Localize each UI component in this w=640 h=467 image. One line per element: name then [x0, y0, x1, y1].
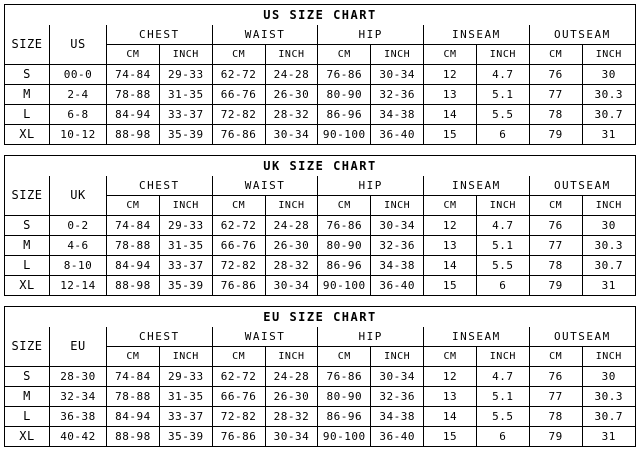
cell-chest-cm: 78-88: [107, 236, 160, 256]
cell-waist-inch: 28-32: [265, 407, 318, 427]
cell-chest-inch: 33-37: [159, 105, 212, 125]
cell-inseam-inch: 5.5: [476, 105, 529, 125]
cell-chest-inch: 35-39: [159, 276, 212, 296]
cell-inseam-inch: 6: [476, 125, 529, 145]
cell-waist-inch: 26-30: [265, 236, 318, 256]
cell-inseam-cm: 13: [424, 387, 477, 407]
cell-waist-cm: 72-82: [212, 105, 265, 125]
header-unit-waist-cm: CM: [212, 196, 265, 216]
cell-chest-cm: 74-84: [107, 216, 160, 236]
table-row: [5, 407, 635, 427]
cell-chest-cm: 84-94: [107, 105, 160, 125]
header-unit-inseam-cm: CM: [424, 45, 477, 65]
cell-size: L: [5, 105, 50, 125]
cell-outseam-cm: 79: [529, 427, 582, 447]
cell-chest-cm: 88-98: [107, 276, 160, 296]
cell-hip-cm: 76-86: [318, 367, 371, 387]
cell-waist-inch: 24-28: [265, 367, 318, 387]
cell-outseam-inch: 30.7: [582, 256, 635, 276]
cell-waist-inch: 24-28: [265, 216, 318, 236]
table-row: [5, 236, 635, 256]
cell-outseam-cm: 76: [529, 216, 582, 236]
cell-chest-cm: 78-88: [107, 387, 160, 407]
header-size: SIZE: [5, 25, 50, 65]
cell-inseam-inch: 4.7: [476, 65, 529, 85]
cell-hip-inch: 36-40: [371, 276, 424, 296]
cell-chest-inch: 29-33: [159, 65, 212, 85]
table-row: [5, 85, 635, 105]
header-unit-chest-cm: CM: [107, 347, 160, 367]
header-group-outseam: OUTSEAM: [529, 176, 635, 196]
cell-hip-cm: 76-86: [318, 65, 371, 85]
cell-size: S: [5, 65, 50, 85]
cell-inseam-inch: 4.7: [476, 367, 529, 387]
header-unit-chest-inch: INCH: [159, 347, 212, 367]
cell-size: XL: [5, 427, 50, 447]
cell-outseam-cm: 77: [529, 236, 582, 256]
cell-hip-inch: 32-36: [371, 387, 424, 407]
cell-waist-cm: 72-82: [212, 407, 265, 427]
cell-inseam-inch: 6: [476, 427, 529, 447]
header-system: EU: [50, 327, 107, 367]
size-chart-eu: [4, 306, 636, 447]
header-unit-inseam-inch: INCH: [476, 196, 529, 216]
cell-outseam-inch: 30.3: [582, 387, 635, 407]
cell-inseam-cm: 14: [424, 407, 477, 427]
header-unit-chest-cm: CM: [107, 45, 160, 65]
cell-outseam-inch: 30.7: [582, 105, 635, 125]
cell-chest-inch: 29-33: [159, 367, 212, 387]
cell-outseam-cm: 78: [529, 256, 582, 276]
cell-waist-cm: 62-72: [212, 367, 265, 387]
cell-hip-inch: 30-34: [371, 216, 424, 236]
cell-system: 10-12: [50, 125, 107, 145]
header-group-waist: WAIST: [212, 327, 318, 347]
cell-chest-cm: 84-94: [107, 407, 160, 427]
header-unit-hip-cm: CM: [318, 347, 371, 367]
table-row: [5, 427, 635, 447]
cell-hip-inch: 34-38: [371, 407, 424, 427]
cell-inseam-cm: 15: [424, 427, 477, 447]
cell-system: 28-30: [50, 367, 107, 387]
cell-inseam-cm: 13: [424, 85, 477, 105]
cell-outseam-inch: 30: [582, 65, 635, 85]
size-chart-uk: [4, 155, 636, 296]
cell-hip-inch: 34-38: [371, 256, 424, 276]
cell-waist-inch: 28-32: [265, 105, 318, 125]
header-group-chest: CHEST: [107, 176, 213, 196]
cell-outseam-cm: 77: [529, 387, 582, 407]
cell-hip-cm: 90-100: [318, 125, 371, 145]
cell-chest-inch: 31-35: [159, 85, 212, 105]
table-row: [5, 65, 635, 85]
cell-outseam-inch: 30.3: [582, 236, 635, 256]
header-unit-chest-inch: INCH: [159, 45, 212, 65]
cell-waist-cm: 62-72: [212, 65, 265, 85]
cell-outseam-cm: 77: [529, 85, 582, 105]
cell-chest-cm: 78-88: [107, 85, 160, 105]
cell-hip-cm: 86-96: [318, 256, 371, 276]
cell-chest-inch: 29-33: [159, 216, 212, 236]
cell-hip-cm: 86-96: [318, 407, 371, 427]
cell-outseam-cm: 79: [529, 125, 582, 145]
cell-hip-inch: 32-36: [371, 85, 424, 105]
cell-size: M: [5, 85, 50, 105]
cell-inseam-inch: 5.1: [476, 387, 529, 407]
header-unit-hip-inch: INCH: [371, 347, 424, 367]
header-unit-outseam-cm: CM: [529, 45, 582, 65]
header-group-hip: HIP: [318, 25, 424, 45]
cell-system: 6-8: [50, 105, 107, 125]
cell-hip-inch: 36-40: [371, 427, 424, 447]
cell-size: S: [5, 216, 50, 236]
cell-chest-inch: 33-37: [159, 407, 212, 427]
header-size: SIZE: [5, 176, 50, 216]
cell-size: XL: [5, 276, 50, 296]
table-row: [5, 387, 635, 407]
header-group-hip: HIP: [318, 327, 424, 347]
cell-waist-cm: 76-86: [212, 427, 265, 447]
chart-title-us: US SIZE CHART: [263, 8, 377, 22]
header-group-waist: WAIST: [212, 25, 318, 45]
header-group-waist: WAIST: [212, 176, 318, 196]
cell-chest-cm: 74-84: [107, 65, 160, 85]
cell-waist-cm: 66-76: [212, 387, 265, 407]
cell-size: M: [5, 236, 50, 256]
cell-outseam-cm: 76: [529, 367, 582, 387]
header-unit-hip-cm: CM: [318, 196, 371, 216]
cell-system: 12-14: [50, 276, 107, 296]
header-group-outseam: OUTSEAM: [529, 25, 635, 45]
cell-hip-cm: 80-90: [318, 236, 371, 256]
table-row: [5, 125, 635, 145]
cell-chest-inch: 35-39: [159, 427, 212, 447]
cell-inseam-inch: 5.1: [476, 85, 529, 105]
header-unit-inseam-inch: INCH: [476, 45, 529, 65]
cell-inseam-cm: 13: [424, 236, 477, 256]
cell-chest-inch: 35-39: [159, 125, 212, 145]
cell-outseam-inch: 30.3: [582, 85, 635, 105]
cell-waist-cm: 66-76: [212, 85, 265, 105]
cell-outseam-inch: 30.7: [582, 407, 635, 427]
header-unit-waist-inch: INCH: [265, 196, 318, 216]
header-unit-inseam-cm: CM: [424, 196, 477, 216]
header-unit-inseam-cm: CM: [424, 347, 477, 367]
cell-inseam-cm: 12: [424, 216, 477, 236]
cell-chest-inch: 31-35: [159, 387, 212, 407]
cell-system: 8-10: [50, 256, 107, 276]
cell-chest-inch: 31-35: [159, 236, 212, 256]
cell-waist-inch: 30-34: [265, 276, 318, 296]
table-header-group-row: [5, 25, 635, 45]
table-row: [5, 216, 635, 236]
chart-title-uk: UK SIZE CHART: [263, 159, 377, 173]
cell-outseam-inch: 30: [582, 367, 635, 387]
cell-inseam-cm: 12: [424, 65, 477, 85]
cell-chest-cm: 88-98: [107, 125, 160, 145]
cell-chest-cm: 74-84: [107, 367, 160, 387]
cell-hip-inch: 34-38: [371, 105, 424, 125]
cell-inseam-inch: 6: [476, 276, 529, 296]
chart-title-eu: EU SIZE CHART: [263, 310, 377, 324]
cell-inseam-cm: 14: [424, 105, 477, 125]
cell-waist-cm: 76-86: [212, 125, 265, 145]
cell-waist-cm: 72-82: [212, 256, 265, 276]
cell-hip-inch: 30-34: [371, 65, 424, 85]
header-unit-outseam-inch: INCH: [582, 45, 635, 65]
header-unit-outseam-inch: INCH: [582, 347, 635, 367]
cell-hip-cm: 86-96: [318, 105, 371, 125]
size-table-uk: [5, 176, 635, 295]
header-unit-chest-cm: CM: [107, 196, 160, 216]
header-group-chest: CHEST: [107, 25, 213, 45]
table-row: [5, 256, 635, 276]
cell-system: 00-0: [50, 65, 107, 85]
header-size: SIZE: [5, 327, 50, 367]
cell-inseam-inch: 5.5: [476, 256, 529, 276]
cell-inseam-inch: 4.7: [476, 216, 529, 236]
header-unit-waist-cm: CM: [212, 347, 265, 367]
cell-system: 40-42: [50, 427, 107, 447]
cell-hip-cm: 76-86: [318, 216, 371, 236]
header-system: US: [50, 25, 107, 65]
cell-chest-cm: 84-94: [107, 256, 160, 276]
header-unit-outseam-inch: INCH: [582, 196, 635, 216]
table-header-group-row: [5, 327, 635, 347]
cell-chest-inch: 33-37: [159, 256, 212, 276]
cell-system: 32-34: [50, 387, 107, 407]
table-row: [5, 276, 635, 296]
header-group-chest: CHEST: [107, 327, 213, 347]
cell-chest-cm: 88-98: [107, 427, 160, 447]
header-unit-chest-inch: INCH: [159, 196, 212, 216]
cell-hip-cm: 90-100: [318, 427, 371, 447]
cell-inseam-inch: 5.1: [476, 236, 529, 256]
cell-hip-inch: 36-40: [371, 125, 424, 145]
cell-inseam-cm: 12: [424, 367, 477, 387]
header-unit-waist-inch: INCH: [265, 45, 318, 65]
cell-size: M: [5, 387, 50, 407]
cell-waist-inch: 24-28: [265, 65, 318, 85]
cell-inseam-cm: 15: [424, 125, 477, 145]
cell-hip-cm: 80-90: [318, 85, 371, 105]
table-header-group-row: [5, 176, 635, 196]
cell-outseam-inch: 30: [582, 216, 635, 236]
cell-size: S: [5, 367, 50, 387]
size-chart-us: [4, 4, 636, 145]
header-unit-hip-inch: INCH: [371, 196, 424, 216]
header-unit-outseam-cm: CM: [529, 347, 582, 367]
cell-waist-cm: 66-76: [212, 236, 265, 256]
cell-waist-inch: 30-34: [265, 125, 318, 145]
cell-outseam-inch: 31: [582, 276, 635, 296]
header-unit-hip-inch: INCH: [371, 45, 424, 65]
cell-waist-inch: 26-30: [265, 387, 318, 407]
header-unit-waist-cm: CM: [212, 45, 265, 65]
cell-waist-inch: 30-34: [265, 427, 318, 447]
cell-size: L: [5, 407, 50, 427]
cell-size: L: [5, 256, 50, 276]
header-group-inseam: INSEAM: [424, 327, 530, 347]
cell-waist-cm: 76-86: [212, 276, 265, 296]
size-table-us: [5, 25, 635, 144]
cell-outseam-cm: 79: [529, 276, 582, 296]
header-group-outseam: OUTSEAM: [529, 327, 635, 347]
cell-waist-inch: 26-30: [265, 85, 318, 105]
cell-outseam-inch: 31: [582, 427, 635, 447]
cell-system: 36-38: [50, 407, 107, 427]
cell-size: XL: [5, 125, 50, 145]
cell-outseam-cm: 78: [529, 105, 582, 125]
cell-hip-inch: 32-36: [371, 236, 424, 256]
header-unit-inseam-inch: INCH: [476, 347, 529, 367]
cell-inseam-cm: 14: [424, 256, 477, 276]
cell-hip-inch: 30-34: [371, 367, 424, 387]
header-unit-outseam-cm: CM: [529, 196, 582, 216]
table-row: [5, 367, 635, 387]
cell-hip-cm: 80-90: [318, 387, 371, 407]
size-table-eu: [5, 327, 635, 446]
cell-waist-inch: 28-32: [265, 256, 318, 276]
header-system: UK: [50, 176, 107, 216]
cell-outseam-cm: 76: [529, 65, 582, 85]
cell-inseam-cm: 15: [424, 276, 477, 296]
header-group-inseam: INSEAM: [424, 25, 530, 45]
table-row: [5, 105, 635, 125]
cell-waist-cm: 62-72: [212, 216, 265, 236]
header-group-hip: HIP: [318, 176, 424, 196]
cell-inseam-inch: 5.5: [476, 407, 529, 427]
cell-system: 4-6: [50, 236, 107, 256]
cell-system: 0-2: [50, 216, 107, 236]
cell-outseam-cm: 78: [529, 407, 582, 427]
header-unit-waist-inch: INCH: [265, 347, 318, 367]
header-unit-hip-cm: CM: [318, 45, 371, 65]
cell-hip-cm: 90-100: [318, 276, 371, 296]
cell-system: 2-4: [50, 85, 107, 105]
cell-outseam-inch: 31: [582, 125, 635, 145]
header-group-inseam: INSEAM: [424, 176, 530, 196]
